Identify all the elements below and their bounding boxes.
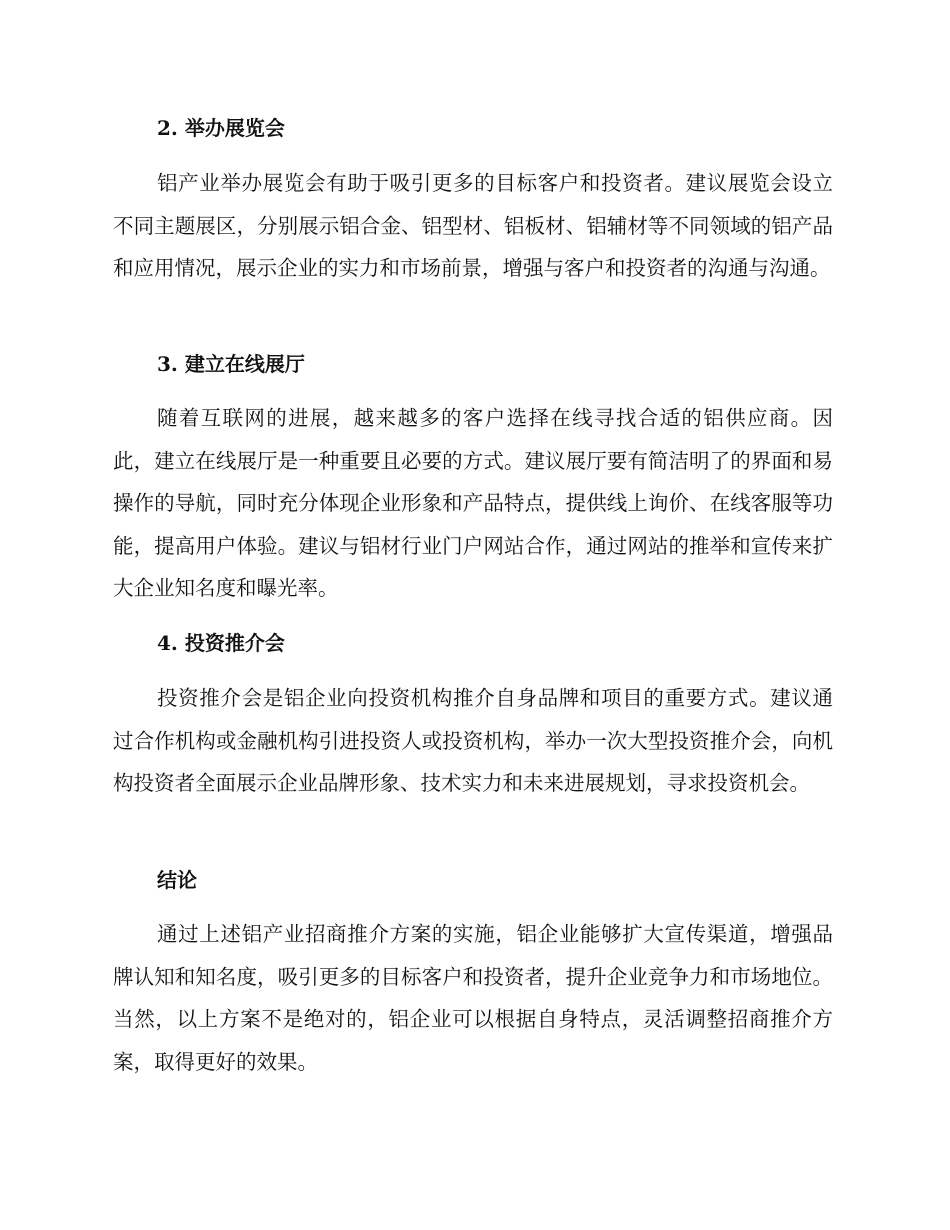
section-body-online-showroom: 随着互联网的进展，越来越多的客户选择在线寻找合适的铝供应商。因此，建立在线展厅是一种重要且必要的方式。建议展厅要有简洁明了的界面和易操作的导航，同时充分体现企业形象和产品特点，提供线上询价、在线客服等功能，提高用户体验。建议与铝材行业门户网站合作，通过网站的推举和宣传来扩大企业知名度和曝光率。	[113, 406, 833, 600]
section-heading-online-showroom: 3. 建立在线展厅	[157, 352, 305, 376]
section-heading-investment-promotion: 4. 投资推介会	[157, 631, 285, 655]
section-body-investment-promotion: 投资推介会是铝企业向投资机构推介自身品牌和项目的重要方式。建议通过合作机构或金融机构引进投资人或投资机构，举办一次大型投资推介会，向机构投资者全面展示企业品牌形象、技术实力和未来进展规划，寻求投资机会。	[113, 686, 833, 795]
section-heading-exhibition: 2. 举办展览会	[157, 116, 285, 140]
section-body-exhibition: 铝产业举办展览会有助于吸引更多的目标客户和投资者。建议展览会设立不同主题展区，分别展示铝合金、铝型材、铝板材、铝辅材等不同领域的铝产品和应用情况，展示企业的实力和市场前景，增强与客户和投资者的沟通与沟通。	[113, 171, 833, 280]
section-heading-conclusion: 结论	[157, 868, 197, 892]
section-body-conclusion: 通过上述铝产业招商推介方案的实施，铝企业能够扩大宣传渠道，增强品牌认知和知名度，吸引更多的目标客户和投资者，提升企业竞争力和市场地位。当然，以上方案不是绝对的，铝企业可以根据自身特点，灵活调整招商推介方案，取得更好的效果。	[113, 922, 833, 1074]
